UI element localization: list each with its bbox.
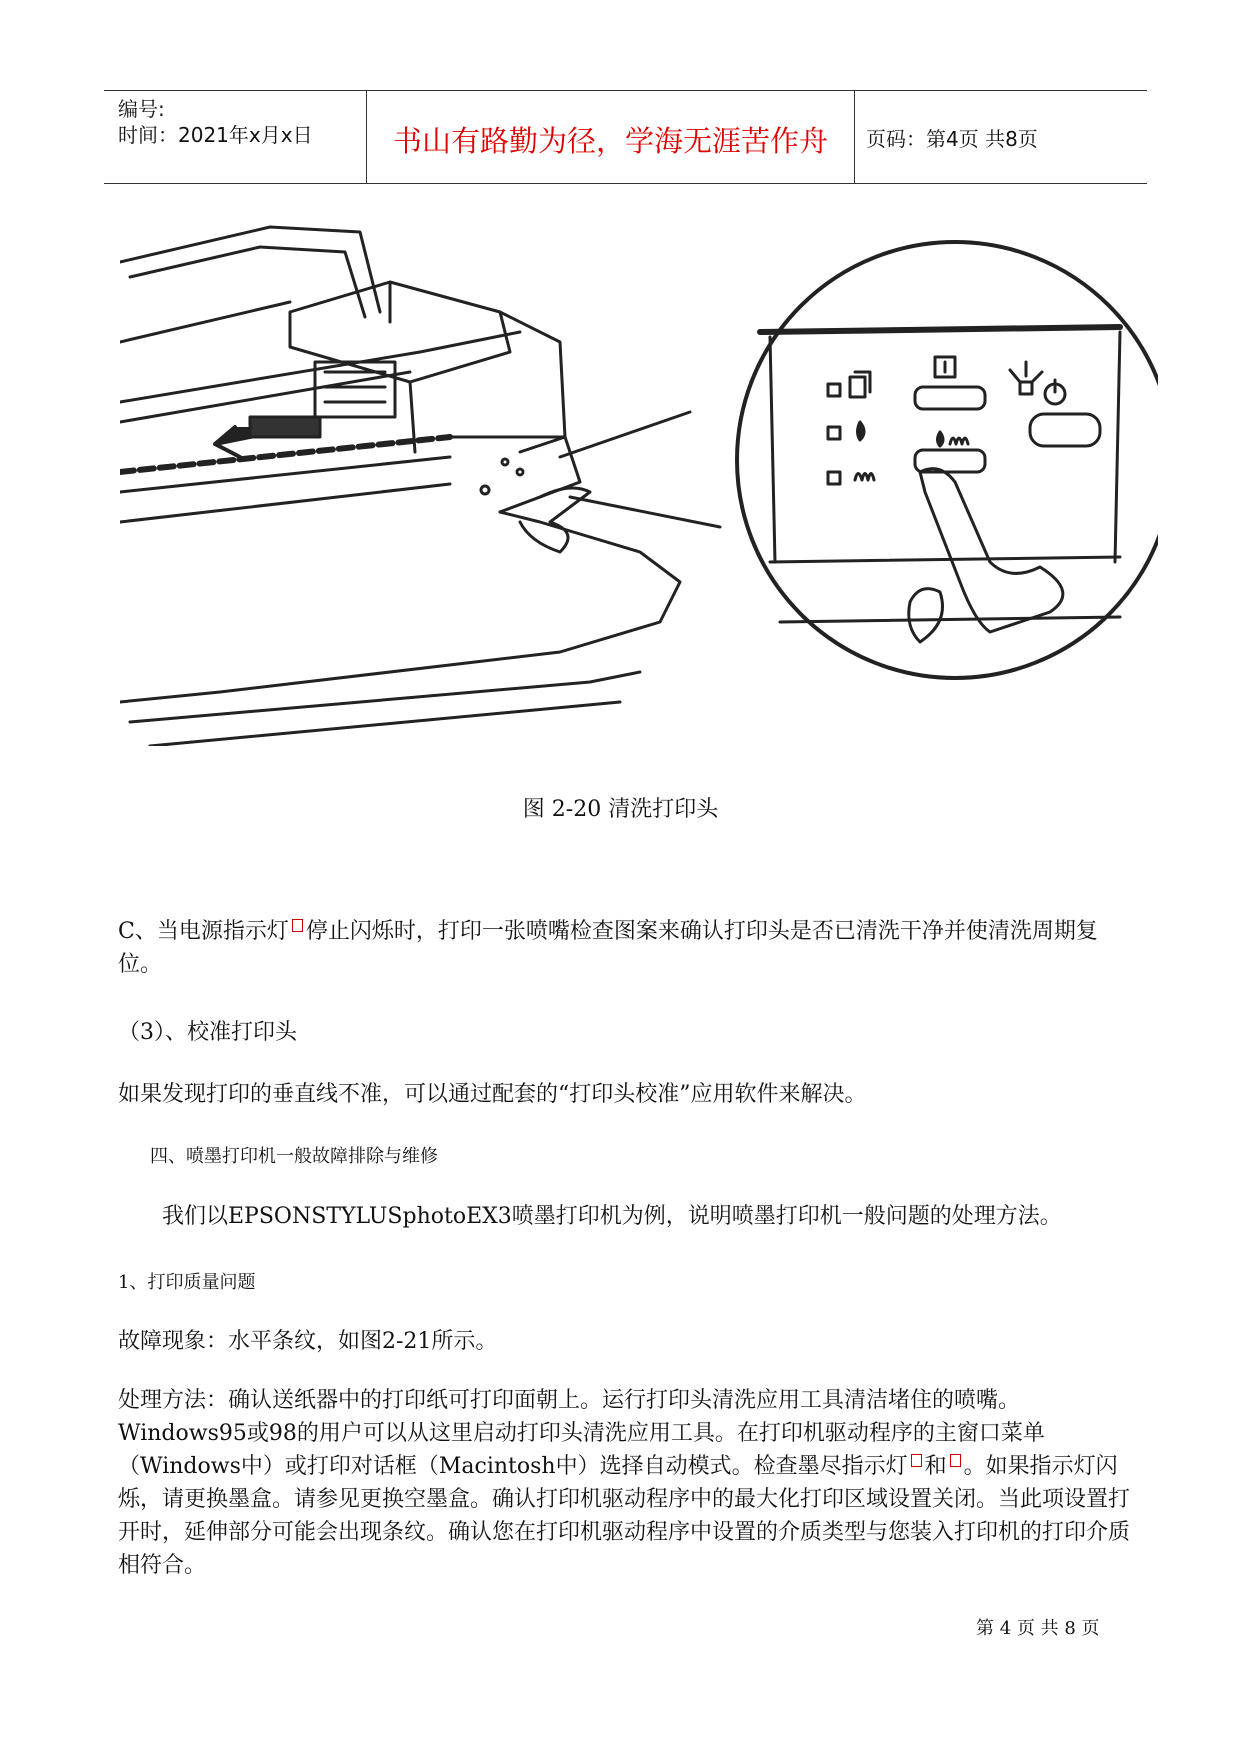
- ink-out-icon-2: [950, 1454, 961, 1467]
- section-heading-four: 四、喷墨打印机一般故障排除与维修: [150, 1146, 438, 1167]
- page-info: 页码：第4页 共8页: [866, 127, 1038, 151]
- header-motto-cell: [366, 91, 855, 183]
- method-part2: 和: [924, 1454, 947, 1479]
- power-indicator-icon: [292, 919, 303, 932]
- paragraph-c-part1: C、当电源指示灯: [118, 919, 289, 944]
- paragraph-3: （3）、校准打印头: [118, 1020, 297, 1045]
- paragraph-method: [118, 1384, 1133, 1582]
- paragraph-align: 如果发现打印的垂直线不准，可以通过配套的“打印头校准”应用软件来解决。: [118, 1082, 867, 1107]
- paragraph-c-part2: 停止闪烁时，打印一张喷嘴检查图案来确认打印头是否已清洗干净并使清洗周期复位。: [118, 919, 1098, 977]
- number-label: 编号:: [118, 97, 165, 121]
- paragraph-intro: 我们以EPSONSTYLUSphotoEX3喷墨打印机为例，说明喷墨打印机一般问题的处理方法。: [162, 1204, 1062, 1229]
- page-footer: 第 4 页 共 8 页: [976, 1618, 1100, 1639]
- motto: 书山有路勤为径，学海无涯苦作舟: [392, 124, 828, 158]
- header-left: [118, 91, 364, 183]
- method-part3: 。如果指示灯闪烁，请更换墨盒。请参见更换空墨盒。确认打印机驱动程序中的最大化打印区域设置关闭。当此项设置打开时，延伸部分可能会出现条纹。确认您在打印机驱动程序中设置的介质类型与您装入打印机的打印介质相符合。: [118, 1454, 1131, 1578]
- page-header: [104, 90, 1147, 184]
- ink-out-icon-1: [911, 1454, 922, 1467]
- section-heading-quality: 1、打印质量问题: [118, 1272, 256, 1293]
- printer-illustration: [120, 222, 1158, 746]
- time-label: 时间：2021年x月x日: [118, 123, 313, 147]
- figure-caption: 图 2-20 清洗打印头: [522, 797, 719, 822]
- method-part1: 处理方法：确认送纸器中的打印纸可打印面朝上。运行打印头清洗应用工具清洁堵住的喷嘴。Windows95或98的用户可以从这里启动打印头清洗应用工具。在打印机驱动程序的主窗口菜单（Windows中）或打印对话框（Macintosh中）选择自动模式。检查墨尽指示灯: [118, 1388, 1045, 1479]
- paragraph-symptom: 故障现象：水平条纹，如图2-21所示。: [118, 1329, 498, 1354]
- paragraph-c: [118, 915, 1128, 981]
